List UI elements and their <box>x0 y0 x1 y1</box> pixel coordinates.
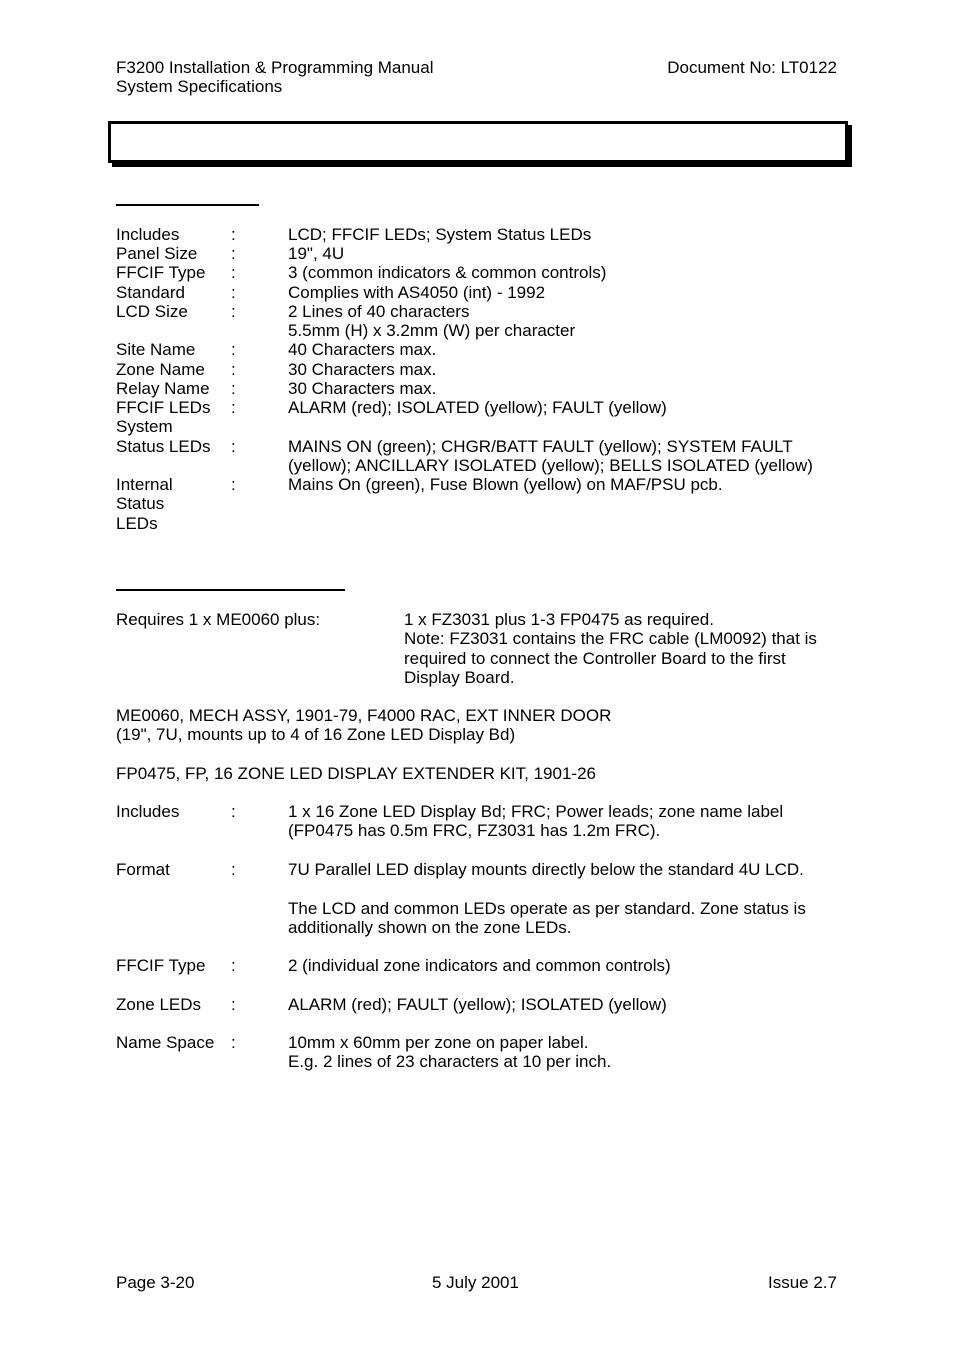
kit-value: 1 x 16 Zone LED Display Bd; FRC; Power leads; zone name label (FP0475 has 0.5m FRC, FZ3031 has 1.2m FRC). <box>288 802 784 841</box>
footer-date: 5 July 2001 <box>432 1273 519 1292</box>
spec-label: LCD Size <box>116 302 188 321</box>
spec-colon: : <box>231 398 236 417</box>
spec-value: 19", 4U <box>288 244 345 263</box>
fp0475-description: FP0475, FP, 16 ZONE LED DISPLAY EXTENDER KIT, 1901-26 <box>116 764 596 783</box>
spec-value: 30 Characters max. <box>288 360 437 379</box>
spec-value: 40 Characters max. <box>288 340 437 359</box>
spec-colon: : <box>231 225 236 244</box>
spec-colon: : <box>231 263 236 282</box>
me0060-description: ME0060, MECH ASSY, 1901-79, F4000 RAC, EXT INNER DOOR (19", 7U, mounts up to 4 of 16 Zone LED Display Bd) <box>116 706 612 745</box>
spec-colon: : <box>231 475 236 494</box>
spec-value: Complies with AS4050 (int) - 1992 <box>288 283 546 302</box>
spec-label: Panel Size <box>116 244 198 263</box>
header-left <box>116 58 434 97</box>
footer-page: Page 3-20 <box>116 1273 195 1292</box>
kit-colon: : <box>231 956 236 975</box>
spec-label: Zone Name <box>116 360 205 379</box>
subheading-rule-2 <box>116 589 345 591</box>
spec-label: Site Name <box>116 340 196 359</box>
kit-value: 10mm x 60mm per zone on paper label. E.g. 2 lines of 23 characters at 10 per inch. <box>288 1033 612 1072</box>
spec-label: Relay Name <box>116 379 210 398</box>
document-number: Document No: LT0122 <box>667 58 837 77</box>
spec-colon: : <box>231 302 236 321</box>
spec-label: Status LEDs <box>116 437 211 456</box>
kit-value: ALARM (red); FAULT (yellow); ISOLATED (yellow) <box>288 995 667 1014</box>
kit-label: Zone LEDs <box>116 995 202 1014</box>
spec-colon: : <box>231 360 236 379</box>
subheading-rule-1 <box>116 204 259 206</box>
spec-colon: : <box>231 379 236 398</box>
spec-value: 30 Characters max. <box>288 379 437 398</box>
requires-value: 1 x FZ3031 plus 1-3 FP0475 as required. Note: FZ3031 contains the FRC cable (LM0092) that is required to connect the Controller Board to the first Display Board. <box>404 610 817 687</box>
kit-label: Includes <box>116 802 180 821</box>
spec-label: Internal Status LEDs <box>116 475 173 533</box>
spec-value: 2 Lines of 40 characters 5.5mm (H) x 3.2mm (W) per character <box>288 302 576 341</box>
spec-colon: : <box>231 340 236 359</box>
section-title: System Specifications <box>116 77 283 97</box>
spec-label: System <box>116 417 173 436</box>
kit-label: Name Space <box>116 1033 215 1052</box>
kit-label: Format <box>116 860 170 879</box>
spec-value: 3 (common indicators & common controls) <box>288 263 607 282</box>
kit-colon: : <box>231 860 236 879</box>
spec-value: ALARM (red); ISOLATED (yellow); FAULT (yellow) <box>288 398 667 417</box>
spec-value: LCD; FFCIF LEDs; System Status LEDs <box>288 225 592 244</box>
spec-colon: : <box>231 283 236 302</box>
spec-value: Mains On (green), Fuse Blown (yellow) on MAF/PSU pcb. <box>288 475 723 494</box>
spec-label: Standard <box>116 283 185 302</box>
kit-colon: : <box>231 1033 236 1052</box>
footer-issue: Issue 2.7 <box>768 1273 837 1292</box>
kit-value: 7U Parallel LED display mounts directly below the standard 4U LCD. The LCD and common LEDs operate as per standard. Zone status is additionally shown on the zone LEDs. <box>288 860 806 937</box>
kit-label: FFCIF Type <box>116 956 206 975</box>
kit-value: 2 (individual zone indicators and common controls) <box>288 956 671 975</box>
spec-colon: : <box>231 244 236 263</box>
section-title-box <box>108 121 848 163</box>
spec-label: FFCIF LEDs <box>116 398 211 417</box>
manual-title: F3200 Installation & Programming Manual <box>116 58 434 77</box>
kit-colon: : <box>231 802 236 821</box>
spec-label: Includes <box>116 225 180 244</box>
spec-value: MAINS ON (green); CHGR/BATT FAULT (yellow); SYSTEM FAULT (yellow); ANCILLARY ISOLATED (yellow); BELLS ISOLATED (yellow) <box>288 437 813 476</box>
requires-label: Requires 1 x ME0060 plus: <box>116 610 321 629</box>
spec-label: FFCIF Type <box>116 263 206 282</box>
kit-colon: : <box>231 995 236 1014</box>
spec-colon: : <box>231 437 236 456</box>
